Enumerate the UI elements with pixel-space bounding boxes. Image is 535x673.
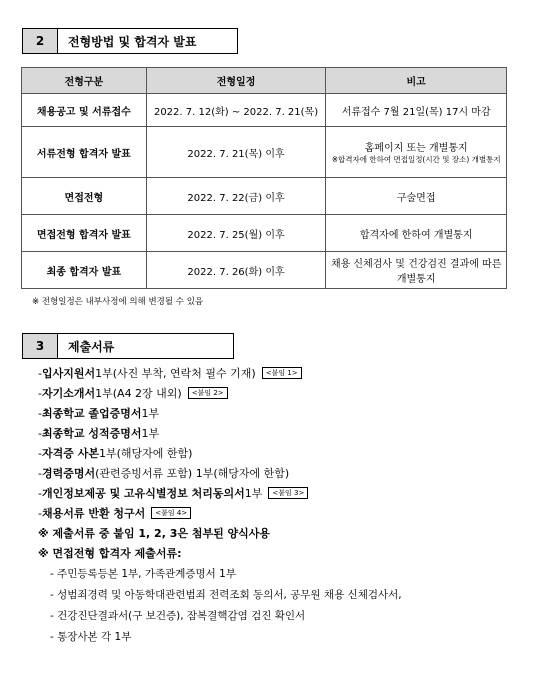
section-2-title: 전형방법 및 합격자 발표 bbox=[58, 28, 238, 54]
list-item: - 개인정보제공 및 고유식별정보 처리동의서 1부 <붙임 3> bbox=[38, 483, 402, 503]
remark-small-text: ※합격자에 한하여 면접일정(시간 및 장소) 개별통지 bbox=[331, 155, 501, 164]
stage-cell: 면접전형 합격자 발표 bbox=[22, 215, 147, 252]
doc-name: 채용서류 반환 청구서 bbox=[41, 507, 146, 520]
sub-list-item: - 통장사본 각 1부 bbox=[50, 631, 132, 643]
doc-name: 자기소개서 bbox=[41, 387, 96, 400]
list-item: - 자격증 사본 1부(해당자에 한함) bbox=[38, 446, 193, 460]
schedule-cell: 2022. 7. 21(목) 이후 bbox=[146, 127, 326, 178]
table-header-row bbox=[22, 68, 507, 94]
sub-list-item: - 성범죄경력 및 아동학대관련범죄 전력조회 동의서, 공무원 채용 신체검사서, bbox=[50, 589, 402, 601]
list-item: - 채용서류 반환 청구서 <붙임 4> bbox=[38, 503, 402, 523]
header-remark: 비고 bbox=[326, 68, 507, 94]
schedule-note: ※ 전형일정은 내부사정에 의해 변경될 수 있음 bbox=[32, 297, 204, 307]
schedule-cell: 2022. 7. 26(화) 이후 bbox=[146, 252, 326, 289]
stage-cell: 최종 합격자 발표 bbox=[22, 252, 147, 289]
doc-detail: 1부 bbox=[141, 427, 160, 440]
section-2-number: 2 bbox=[22, 28, 58, 54]
form-usage-note: ※ 제출서류 중 붙임 1, 2, 3은 첨부된 양식사용 bbox=[38, 527, 271, 540]
table-row bbox=[22, 252, 507, 289]
list-item: - 입사지원서 1부(사진 부착, 연락처 필수 기재) <붙임 1> bbox=[38, 363, 402, 383]
doc-name: 입사지원서 bbox=[41, 367, 96, 380]
schedule-cell: 2022. 7. 12(화) ~ 2022. 7. 21(목) bbox=[146, 94, 326, 127]
schedule-table bbox=[21, 67, 507, 289]
table-row bbox=[22, 178, 507, 215]
doc-detail: 1부(해당자에 한함) bbox=[98, 447, 193, 460]
doc-name: 자격증 사본 bbox=[41, 447, 99, 460]
schedule-cell: 2022. 7. 25(월) 이후 bbox=[146, 215, 326, 252]
doc-name: 경력증명서 bbox=[41, 467, 96, 480]
stage-cell: 면접전형 bbox=[22, 178, 147, 215]
remark-cell: 구술면접 bbox=[326, 178, 507, 215]
section-3-title: 제출서류 bbox=[58, 333, 234, 359]
table-row bbox=[22, 94, 507, 127]
section-3-number: 3 bbox=[22, 333, 58, 359]
remark-text: 홈페이지 또는 개별통지 bbox=[364, 143, 468, 154]
list-item: - 경력증명서 (관련증빙서류 포함) 1부(해당자에 한함) bbox=[38, 466, 290, 480]
interview-docs-note: ※ 면접전형 합격자 제출서류: bbox=[38, 547, 182, 560]
attachment-tag: <붙임 2> bbox=[188, 387, 228, 399]
doc-detail: 1부(사진 부착, 연락처 필수 기재) bbox=[95, 367, 256, 380]
schedule-cell: 2022. 7. 22(금) 이후 bbox=[146, 178, 326, 215]
attachment-tag: <붙임 3> bbox=[268, 487, 308, 499]
stage-cell: 채용공고 및 서류접수 bbox=[22, 94, 147, 127]
header-schedule: 전형일정 bbox=[146, 68, 326, 94]
stage-cell: 서류전형 합격자 발표 bbox=[22, 127, 147, 178]
doc-detail: (관련증빙서류 포함) 1부(해당자에 한함) bbox=[95, 467, 290, 480]
header-stage: 전형구분 bbox=[22, 68, 147, 94]
doc-detail: 1부(A4 2장 내외) bbox=[95, 387, 182, 400]
doc-name: 개인정보제공 및 고유식별정보 처리동의서 bbox=[41, 487, 245, 500]
doc-detail: 1부 bbox=[141, 407, 160, 420]
sub-list-item: - 건강진단결과서(구 보건증), 잠복결핵감염 검진 확인서 bbox=[50, 610, 306, 622]
remark-cell: 서류접수 7월 21일(목) 17시 마감 bbox=[326, 94, 507, 127]
documents-list bbox=[38, 363, 402, 647]
section-2-heading bbox=[22, 28, 238, 54]
list-item: - 자기소개서 1부(A4 2장 내외) <붙임 2> bbox=[38, 383, 402, 403]
table-row bbox=[22, 215, 507, 252]
remark-cell: 합격자에 한하여 개별통지 bbox=[326, 215, 507, 252]
list-item: - 최종학교 성적증명서 1부 bbox=[38, 426, 160, 440]
attachment-tag: <붙임 4> bbox=[151, 507, 191, 519]
doc-name: 최종학교 졸업증명서 bbox=[41, 407, 142, 420]
remark-cell: 채용 신체검사 및 건강검진 결과에 따른 개별통지 bbox=[326, 252, 507, 289]
doc-detail: 1부 bbox=[244, 487, 263, 500]
section-3-heading bbox=[22, 333, 234, 359]
doc-name: 최종학교 성적증명서 bbox=[41, 427, 142, 440]
remark-cell bbox=[326, 127, 507, 178]
list-item: - 최종학교 졸업증명서 1부 bbox=[38, 406, 160, 420]
table-row bbox=[22, 127, 507, 178]
sub-list-item: - 주민등록등본 1부, 가족관계증명서 1부 bbox=[50, 568, 236, 580]
attachment-tag: <붙임 1> bbox=[262, 367, 302, 379]
